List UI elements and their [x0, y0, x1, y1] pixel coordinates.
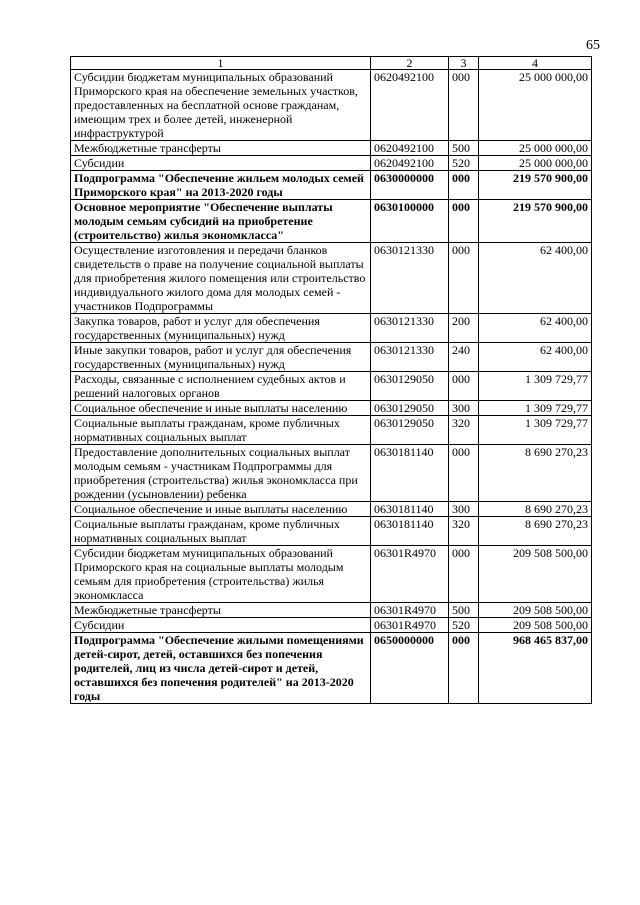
table-row	[71, 343, 592, 372]
cell-amount: 219 570 900,00	[479, 171, 592, 200]
cell-name: Социальное обеспечение и иные выплаты населению	[71, 401, 371, 416]
table-body	[71, 70, 592, 704]
table-row	[71, 141, 592, 156]
cell-name: Субсидии бюджетам муниципальных образований Приморского края на обеспечение земельных участков, предоставленных на бесплатной основе гражданам, имеющим трех и более детей, инженерной инфраструктурой	[71, 70, 371, 141]
cell-type: 000	[449, 445, 479, 502]
cell-type: 000	[449, 546, 479, 603]
cell-code: 0630129050	[371, 416, 449, 445]
cell-type: 000	[449, 372, 479, 401]
cell-code: 0630121330	[371, 343, 449, 372]
cell-amount: 1 309 729,77	[479, 401, 592, 416]
cell-name: Иные закупки товаров, работ и услуг для обеспечения государственных (муниципальных) нужд	[71, 343, 371, 372]
table-row	[71, 618, 592, 633]
cell-name: Социальные выплаты гражданам, кроме публичных нормативных социальных выплат	[71, 416, 371, 445]
cell-code: 0630121330	[371, 243, 449, 314]
cell-code: 0630121330	[371, 314, 449, 343]
table-row	[71, 502, 592, 517]
cell-code: 06301R4970	[371, 618, 449, 633]
cell-amount: 25 000 000,00	[479, 141, 592, 156]
cell-code: 0630129050	[371, 372, 449, 401]
table-row	[71, 546, 592, 603]
cell-type: 200	[449, 314, 479, 343]
cell-code: 0630181140	[371, 445, 449, 502]
cell-type: 320	[449, 517, 479, 546]
cell-code: 0630181140	[371, 517, 449, 546]
cell-name: Социальное обеспечение и иные выплаты населению	[71, 502, 371, 517]
cell-amount: 968 465 837,00	[479, 633, 592, 704]
cell-type: 000	[449, 70, 479, 141]
cell-amount: 25 000 000,00	[479, 156, 592, 171]
cell-code: 0630181140	[371, 502, 449, 517]
cell-code: 0630129050	[371, 401, 449, 416]
table-row	[71, 401, 592, 416]
cell-amount: 219 570 900,00	[479, 200, 592, 243]
column-header-type: 3	[449, 57, 479, 70]
cell-type: 500	[449, 603, 479, 618]
cell-type: 240	[449, 343, 479, 372]
cell-code: 0620492100	[371, 70, 449, 141]
page-number: 65	[586, 38, 600, 53]
table-row	[71, 633, 592, 704]
cell-type: 500	[449, 141, 479, 156]
cell-name: Межбюджетные трансферты	[71, 141, 371, 156]
table-row	[71, 243, 592, 314]
cell-code: 0630000000	[371, 171, 449, 200]
cell-amount: 1 309 729,77	[479, 372, 592, 401]
cell-name: Расходы, связанные с исполнением судебных актов и решений налоговых органов	[71, 372, 371, 401]
cell-amount: 8 690 270,23	[479, 445, 592, 502]
column-header-amount: 4	[479, 57, 592, 70]
cell-amount: 1 309 729,77	[479, 416, 592, 445]
table-row	[71, 517, 592, 546]
cell-code: 06301R4970	[371, 546, 449, 603]
column-header-name: 1	[71, 57, 371, 70]
cell-name: Подпрограмма "Обеспечение жилыми помещениями детей-сирот, детей, оставшихся без попечения родителей, лиц из числа детей-сирот и детей, оставшихся без попечения родителей" на 2013-2020 годы	[71, 633, 371, 704]
table-row	[71, 200, 592, 243]
cell-type: 520	[449, 156, 479, 171]
cell-amount: 62 400,00	[479, 343, 592, 372]
cell-type: 000	[449, 171, 479, 200]
cell-code: 0620492100	[371, 156, 449, 171]
cell-type: 300	[449, 502, 479, 517]
table-row	[71, 171, 592, 200]
cell-type: 320	[449, 416, 479, 445]
table-row	[71, 445, 592, 502]
cell-code: 0620492100	[371, 141, 449, 156]
cell-type: 520	[449, 618, 479, 633]
cell-amount: 209 508 500,00	[479, 603, 592, 618]
cell-type: 000	[449, 243, 479, 314]
table-header-row	[71, 57, 592, 70]
cell-name: Социальные выплаты гражданам, кроме публичных нормативных социальных выплат	[71, 517, 371, 546]
cell-code: 06301R4970	[371, 603, 449, 618]
column-header-code: 2	[371, 57, 449, 70]
cell-type: 300	[449, 401, 479, 416]
table-row	[71, 156, 592, 171]
cell-type: 000	[449, 200, 479, 243]
cell-amount: 62 400,00	[479, 314, 592, 343]
cell-name: Субсидии	[71, 156, 371, 171]
cell-type: 000	[449, 633, 479, 704]
cell-amount: 209 508 500,00	[479, 546, 592, 603]
table-row	[71, 416, 592, 445]
cell-amount: 8 690 270,23	[479, 517, 592, 546]
cell-amount: 62 400,00	[479, 243, 592, 314]
cell-name: Предоставление дополнительных социальных выплат молодым семьям - участникам Подпрограммы для приобретения (строительства) жилья экономкласса при рождении (усыновлении) ребенка	[71, 445, 371, 502]
cell-code: 0630100000	[371, 200, 449, 243]
cell-name: Закупка товаров, работ и услуг для обеспечения государственных (муниципальных) нужд	[71, 314, 371, 343]
cell-name: Межбюджетные трансферты	[71, 603, 371, 618]
cell-amount: 25 000 000,00	[479, 70, 592, 141]
cell-name: Субсидии	[71, 618, 371, 633]
cell-code: 0650000000	[371, 633, 449, 704]
table-row	[71, 603, 592, 618]
cell-amount: 209 508 500,00	[479, 618, 592, 633]
cell-name: Осуществление изготовления и передачи бланков свидетельств о праве на получение социальной выплаты для приобретения жилого помещения или строительство индивидуального жилого дома для молодых семей - участников Подпрограммы	[71, 243, 371, 314]
cell-name: Субсидии бюджетам муниципальных образований Приморского края на социальные выплаты молодым семьям для приобретения (строительства) жилья экономкласса	[71, 546, 371, 603]
table-row	[71, 372, 592, 401]
table-row	[71, 314, 592, 343]
table-row	[71, 70, 592, 141]
budget-table	[70, 56, 592, 704]
cell-name: Основное мероприятие "Обеспечение выплаты молодым семьям субсидий на приобретение (строительство) жилья экономкласса"	[71, 200, 371, 243]
cell-name: Подпрограмма "Обеспечение жильем молодых семей Приморского края" на 2013-2020 годы	[71, 171, 371, 200]
cell-amount: 8 690 270,23	[479, 502, 592, 517]
